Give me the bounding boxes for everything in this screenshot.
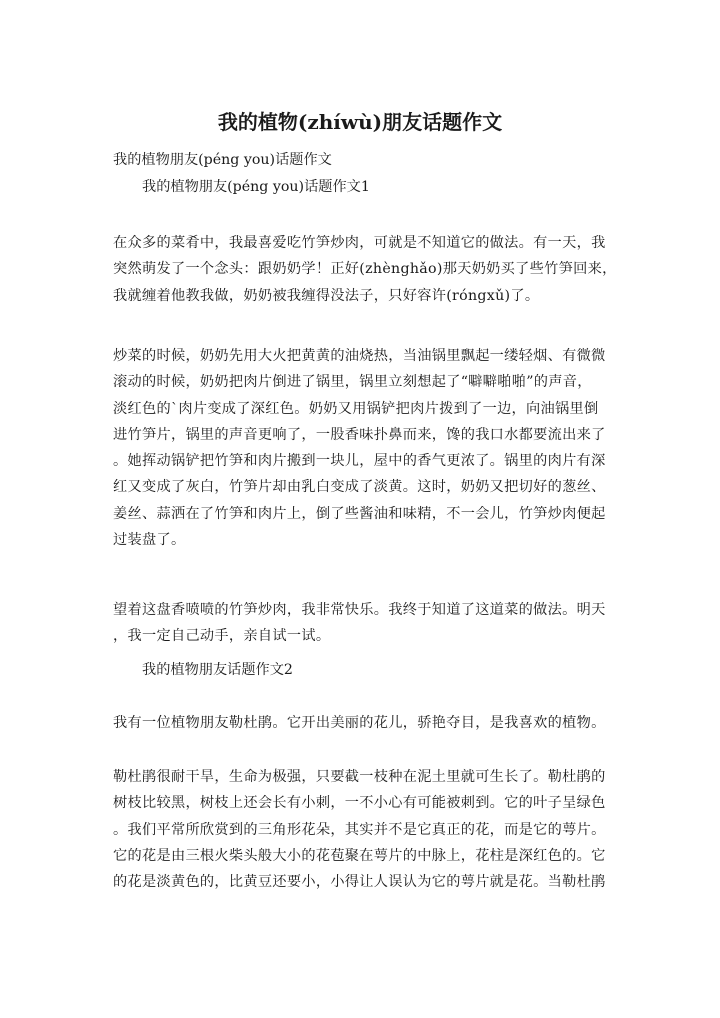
document-subtitle: 我的植物朋友(péng you)话题作文	[113, 152, 332, 168]
paragraph-line: 炒菜的时候，奶奶先用大火把黄黄的油烧热，当油锅里飘起一缕轻烟、有微微	[113, 348, 606, 364]
paragraph-line: 在众多的菜肴中，我最喜爱吃竹笋炒肉，可就是不知道它的做法。有一天，我	[113, 235, 606, 251]
paragraph-line: ，我一定自己动手，亲自试一试。	[113, 628, 331, 645]
document-title: 我的植物(zhíwù)朋友话题作文	[217, 110, 503, 134]
paragraph-line: 过装盘了。	[113, 532, 186, 549]
paragraph-line: 红又变成了灰白，竹笋片却由乳白变成了淡黄。这时，奶奶又把切好的葱丝、	[113, 479, 606, 496]
paragraph-4	[113, 710, 613, 736]
paragraph-line: 的花是淡黄色的，比黄豆还要小，小得让人误认为它的萼片就是花。当勒杜鹃	[113, 874, 606, 891]
paragraph-line: 我就缠着他教我做，奶奶被我缠得没法子，只好容许(róngxǔ)了。	[113, 287, 540, 304]
paragraph-line: 姜丝、蒜洒在了竹笋和肉片上，倒了些酱油和味精，不一会儿，竹笋炒肉便起	[113, 505, 606, 522]
paragraph-line: 进竹笋片，锅里的声音更响了，一股香味扑鼻而来，馋的我口水都要流出来了	[113, 426, 606, 443]
section-2-heading: 我的植物朋友话题作文2	[142, 662, 293, 678]
paragraph-2	[113, 343, 613, 553]
paragraph-line: 淡红色的`肉片变成了深红色。奶奶又用锅铲把肉片拨到了一边，向油锅里倒	[113, 400, 599, 417]
paragraph-line: 勒杜鹃很耐干旱，生命为极强，只要截一枝种在泥土里就可生长了。勒杜鹃的	[113, 769, 606, 785]
paragraph-line: 。她挥动锅铲把竹笋和肉片搬到一块儿，屋中的香气更浓了。锅里的肉片有深	[113, 453, 606, 470]
paragraph-line: 它的花是由三根火柴头般大小的花苞聚在萼片的中脉上，花柱是深红色的。它	[113, 847, 606, 864]
paragraph-1	[113, 230, 617, 309]
paragraph-line: 。我们平常所欣赏到的三角形花朵，其实并不是它真正的花，而是它的萼片。	[113, 821, 606, 838]
paragraph-line: 突然萌发了一个念头：跟奶奶学！正好(zhènghǎo)那天奶奶买了些竹笋回来，	[113, 261, 617, 278]
paragraph-line: 滚动的时候，奶奶把肉片倒进了锅里，锅里立刻想起了“噼噼啪啪”的声音，	[113, 374, 592, 391]
paragraph-line: 树枝比较黑，树枝上还会长有小刺，一不小心有可能被刺到。它的叶子呈绿色	[113, 795, 606, 812]
paragraph-5	[113, 764, 613, 895]
paragraph-line: 我有一位植物朋友勒杜鹃。它开出美丽的花儿，骄艳夺目，是我喜欢的植物。	[113, 715, 606, 731]
paragraph-line: 望着这盘香喷喷的竹笋炒肉，我非常快乐。我终于知道了这道菜的做法。明天	[113, 602, 606, 618]
paragraph-3	[113, 597, 613, 650]
section-1-heading: 我的植物朋友(péng you)话题作文1	[142, 179, 370, 195]
